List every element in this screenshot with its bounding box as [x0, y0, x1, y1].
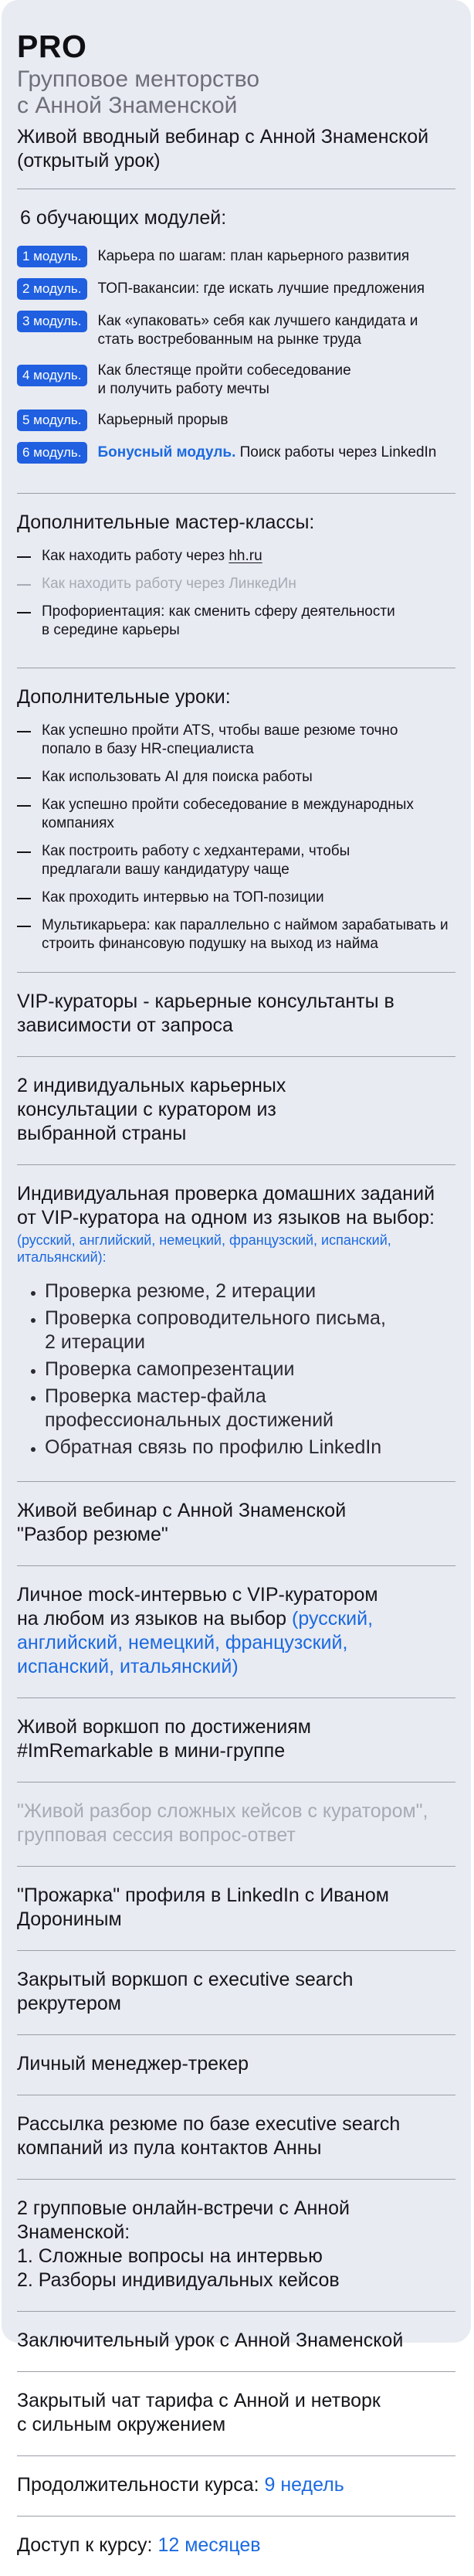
module-badge: 3 модуль.	[17, 311, 87, 332]
meetings-line: 2. Разборы индивидуальных кейсов	[17, 2269, 340, 2291]
intro-webinar: Живой вводный вебинар с Анной Знаменской (открытый урок)	[17, 126, 429, 172]
mock-interview-text	[17, 1583, 380, 1679]
masterclass-item: Профориентация: как сменить сферу деятельности в середине карьеры	[17, 603, 405, 640]
lesson-item: Как успешно пройти ATS, чтобы ваше резюме точно попало в базу HR-специалиста	[17, 722, 420, 759]
cases-section	[17, 1782, 455, 1866]
module-item	[17, 442, 455, 464]
homework-list	[17, 1280, 455, 1460]
duration-label: Продолжительности курса:	[17, 2474, 265, 2496]
module-item	[17, 360, 455, 399]
mock-interview-label: Личное mock-интервью с VIP-куратором на любом из языков на выбор	[17, 1584, 378, 1630]
workshop-section	[17, 1698, 455, 1782]
module-badge: 5 модуль.	[17, 410, 87, 431]
homework-item: • Проверка самопрезентации	[45, 1358, 455, 1381]
lesson-item: Как успешно пройти собеседование в международных компаниях	[17, 796, 435, 833]
masterclasses-section	[17, 494, 455, 668]
consultations-section	[17, 1057, 455, 1164]
module-badge: 4 модуль.	[17, 365, 87, 386]
access-section	[17, 2517, 455, 2576]
homework-heading: Индивидуальная проверка домашних заданий от VIP-куратора на одном из языков на выбор:	[17, 1183, 435, 1229]
tier-title: PRO	[17, 29, 87, 64]
modules-section	[17, 189, 455, 493]
module-text: ТОП-вакансии: где искать лучшие предложения	[97, 280, 425, 297]
hh-ru-link[interactable]: hh.ru	[229, 548, 262, 564]
mock-interview-section	[17, 1566, 455, 1698]
homework-item: • Проверка мастер-файла профессиональных достижений	[45, 1385, 408, 1432]
module-text-rest: Поиск работы через LinkedIn	[235, 444, 437, 460]
module-item	[17, 311, 455, 349]
masterclass-text: Как находить работу через	[42, 548, 229, 564]
homework-section	[17, 1165, 455, 1481]
duration-text	[17, 2473, 455, 2497]
tier-subtitle	[17, 66, 455, 119]
lesson-item: Как построить работу с хедхантерами, чтобы предлагали вашу кандидатуру чаще	[17, 842, 428, 879]
homework-item: • Проверка сопроводительного письма, 2 итерации	[45, 1307, 400, 1354]
homework-item: • Проверка резюме, 2 итерации	[45, 1280, 455, 1303]
module-text: Карьера по шагам: план карьерного развития	[97, 248, 410, 264]
module-text: Карьерный прорыв	[97, 412, 229, 428]
module-text: Как «упаковать» себя как лучшего кандидата и стать востребованным на рынке труда	[97, 313, 418, 348]
bonus-module-label: Бонусный модуль.	[97, 444, 236, 460]
access-value: 12 месяцев	[157, 2534, 261, 2556]
tracker-text: Личный менеджер-трекер	[17, 2053, 249, 2075]
modules-heading: 6 обучающих модулей:	[20, 207, 227, 229]
meetings-line: 1. Сложные вопросы на интервью	[17, 2245, 323, 2267]
pricing-card-pro	[2, 0, 471, 2556]
exec-workshop-section	[17, 1951, 455, 2034]
chat-text: Закрытый чат тарифа с Анной и нетворк с сильным окружением	[17, 2390, 381, 2435]
lessons-list	[17, 722, 455, 953]
module-badge: 1 модуль.	[17, 246, 87, 267]
homework-languages: (русский, английский, немецкий, французский, испанский, итальянский):	[17, 1232, 391, 1265]
masterclasses-heading: Дополнительные мастер-классы:	[17, 511, 315, 533]
lessons-section	[17, 668, 455, 972]
masterclasses-list	[17, 547, 455, 640]
masterclass-item: Как находить работу через ЛинкедИн	[17, 575, 455, 593]
mailing-section	[17, 2095, 455, 2179]
curators-section	[17, 973, 455, 1056]
tracker-section	[17, 2035, 455, 2095]
module-badge: 6 модуль.	[17, 442, 87, 464]
mock-interview-languages: (русский, английский, немецкий, французский, испанский, итальянский)	[17, 1608, 374, 1677]
module-item	[17, 246, 455, 267]
workshop-text: Живой воркшоп по достижениям #ImRemarkable в мини-группе	[17, 1716, 311, 1762]
meetings-section	[17, 2180, 455, 2311]
chat-section	[17, 2372, 455, 2455]
lessons-heading: Дополнительные уроки:	[17, 686, 231, 708]
final-lesson-section	[17, 2312, 455, 2371]
module-badge: 2 модуль.	[17, 278, 87, 300]
lesson-item: Как использовать AI для поиска работы	[17, 768, 455, 787]
webinar-resume-section	[17, 1482, 455, 1565]
curators-text: VIP-кураторы - карьерные консультанты в зависимости от запроса	[17, 991, 394, 1036]
module-text	[98, 442, 437, 462]
meetings-heading: 2 групповые онлайн-встречи с Анной Знаменской:	[17, 2197, 350, 2243]
duration-section	[17, 2456, 455, 2516]
module-item	[17, 410, 455, 431]
linkedin-roast-section	[17, 1867, 455, 1950]
subtitle-line: Групповое менторство	[17, 66, 260, 92]
access-text	[17, 2534, 455, 2557]
subtitle-line: с Анной Знаменской	[17, 93, 238, 118]
lesson-item: Как проходить интервью на ТОП-позиции	[17, 889, 455, 907]
duration-value: 9 недель	[264, 2474, 344, 2496]
linkedin-roast-text: "Прожарка" профиля в LinkedIn с Иваном Дорониным	[17, 1884, 389, 1930]
modules-list	[17, 246, 455, 464]
consultations-text: 2 индивидуальных карьерных консультации с куратором из выбранной страны	[17, 1075, 286, 1144]
masterclass-item	[17, 547, 455, 566]
module-item	[17, 278, 455, 300]
webinar-resume-text: Живой вебинар с Анной Знаменской "Разбор резюме"	[17, 1500, 347, 1545]
homework-item: • Обратная связь по профилю LinkedIn	[45, 1436, 455, 1460]
cases-text: "Живой разбор сложных кейсов с куратором", групповая сессия вопрос-ответ	[17, 1800, 428, 1846]
lesson-item: Мультикарьера: как параллельно с наймом зарабатывать и строить финансовую подушку на выход из найма	[17, 916, 451, 953]
module-text: Как блестяще пройти собеседование и получить работу мечты	[97, 362, 351, 397]
mailing-text: Рассылка резюме по базе executive search компаний из пула контактов Анны	[17, 2113, 401, 2159]
final-lesson-text: Заключительный урок с Анной Знаменской	[17, 2330, 404, 2351]
access-label: Доступ к курсу:	[17, 2534, 158, 2556]
exec-workshop-text: Закрытый воркшоп с executive search рекрутером	[17, 1969, 354, 2014]
